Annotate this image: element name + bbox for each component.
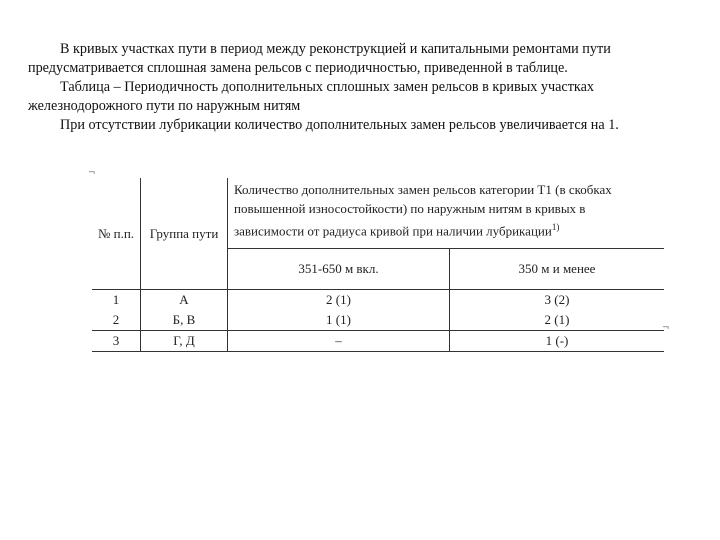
cell-radius-351-650: 1 (1) <box>228 310 450 331</box>
cell-num: 1 <box>92 290 141 311</box>
cell-radius-350: 2 (1) <box>544 312 570 328</box>
table <box>92 178 664 352</box>
table-header-row <box>92 178 664 249</box>
cell-radius-350: 1 (-) <box>449 331 664 352</box>
header-group: Группа пути <box>141 178 228 290</box>
cell-num: 2 <box>92 310 141 331</box>
cell-group: А <box>141 290 228 311</box>
header-number: № п.п. <box>92 178 141 290</box>
cell-group: Г, Д <box>141 331 228 352</box>
header-main <box>228 178 665 249</box>
header-main-text: Количество дополнительных замен рельсов категории Т1 (в скобках повышенной износостойкости) по наружным нитям в кривых в зависимости от радиуса кривой при наличии лубрикации <box>234 182 612 239</box>
table-caption: Таблица – Периодичность дополнительных сплошных замен рельсов в кривых участках железнодорожного пути по наружным нитям <box>28 79 594 114</box>
footnote-marker: 1) <box>551 222 560 232</box>
table-row <box>92 290 664 311</box>
cell-radius-351-650: 2 (1) <box>228 290 450 311</box>
cell-num: 3 <box>92 331 141 352</box>
table-anchor-mark: ¬ <box>88 168 96 178</box>
document-body <box>28 40 696 135</box>
table-row <box>92 331 664 352</box>
paragraph-intro: В кривых участках пути в период между реконструкцией и капитальными ремонтами пути предусматривается сплошная замена рельсов с периодичностью, приведенной в таблице. <box>28 41 611 76</box>
table-end-mark: ¬ <box>662 323 670 333</box>
table-row <box>92 310 664 331</box>
cell-group: Б, В <box>141 310 228 331</box>
header-radius-351-650: 351-650 м вкл. <box>228 249 450 290</box>
cell-radius-351-650: – <box>228 331 450 352</box>
header-radius-350: 350 м и менее <box>449 249 664 290</box>
rail-replacement-table <box>92 178 664 352</box>
cell-radius-350: 3 (2) <box>544 292 570 308</box>
paragraph-note: При отсутствии лубрикации количество дополнительных замен рельсов увеличивается на 1. <box>60 117 619 133</box>
